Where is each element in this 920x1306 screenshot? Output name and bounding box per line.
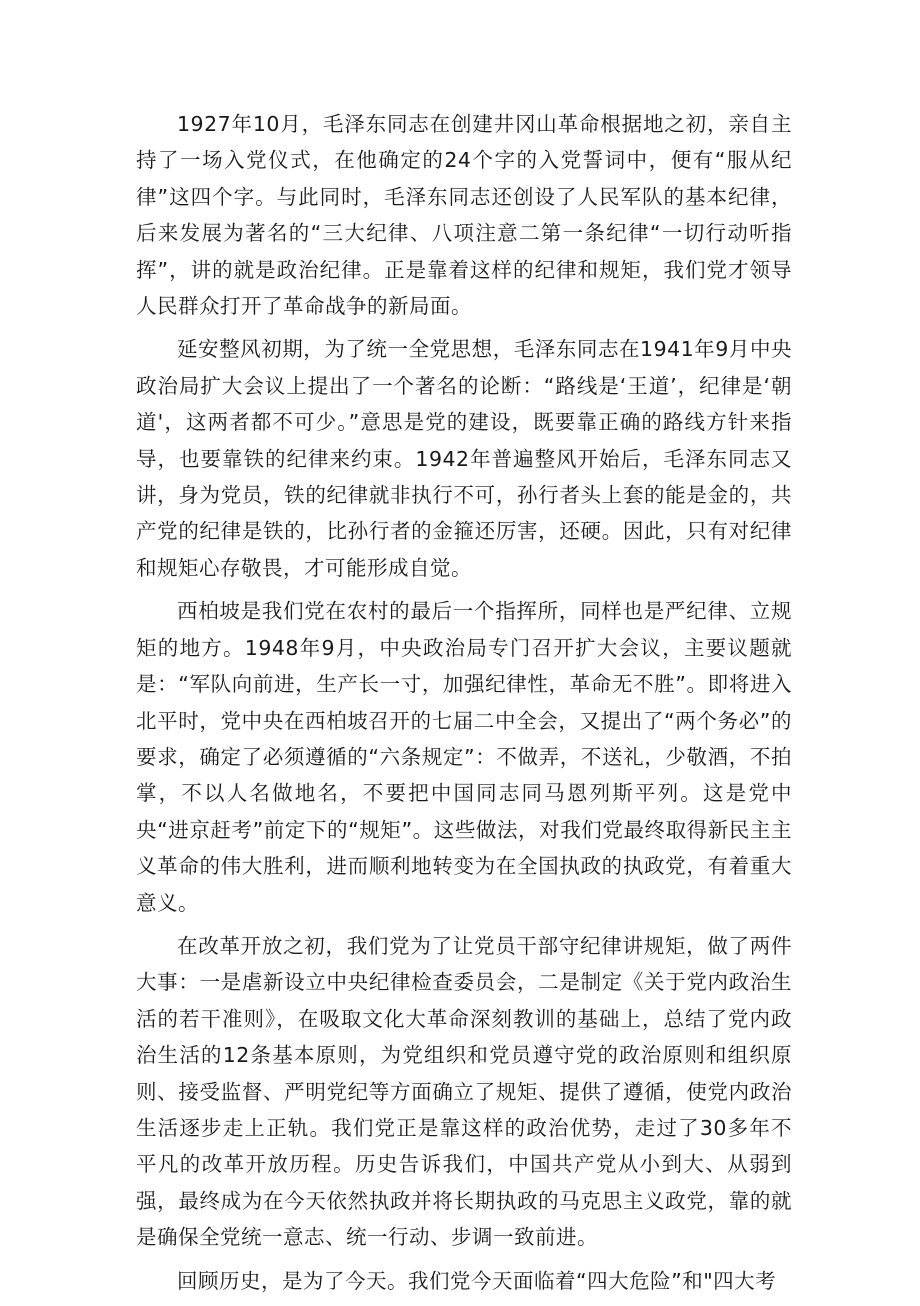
document-body [136, 106, 792, 1306]
paragraph-1927-oath: 1927年10月，毛泽东同志在创建井冈山革命根据地之初，亲自主持了一场入党仪式，在他确定的24个字的入党誓词中，便有“服从纪律”这四个字。与此同时，毛泽东同志还创设了人民军队的基本纪律，后来发展为著名的“三大纪律、八项注意二第一条纪律“一切行动听指挥”，讲的就是政治纪律。正是靠着这样的纪律和规矩，我们党才领导人民群众打开了革命战争的新局面。 [136, 112, 792, 319]
paragraph-reform-opening: 在改革开放之初，我们党为了让党员干部守纪律讲规矩，做了两件大事：一是虐新设立中央纪律检查委员会，二是制定《关于党内政治生活的若干准则》，在吸取文化大革命深刻教训的基础上，总结了党内政治生活的12条基本原则，为党组织和党员遵守党的政治原则和组织原则、接受监督、严明党纪等方面确立了规矩、提供了遵循，使党内政治生活逐步走上正轨。我们党正是靠这样的政治优势，走过了30多年不平凡的改革开放历程。历史告诉我们，中国共产党从小到大、从弱到强，最终成为在今天依然执政并将长期执政的马克思主义政党，靠的就是确保全党统一意志、统一行动、步调一致前进。 [136, 933, 792, 1250]
paragraph-review-history: 回顾历史，是为了今天。我们党今天面临着“四大危险”和"四大考 [177, 1268, 777, 1293]
paragraph-xibaipo: 西柏坡是我们党在农村的最后一个指挥所，同样也是严纪律、立规矩的地方。1948年9月，中央政治局专门召开扩大会议，主要议题就是：“军队向前进，生产长一寸，加强纪律性，革命无不胜”。即将进入北平时，党中央在西柏坡召开的七届二中全会，又提出了“两个务必”的要求，确定了必须遵循的“六条规定”：不做弄，不送礼，少敬酒，不拍掌，不以人名做地名，不要把中国同志同马恩列斯平列。这是党中央“进京赶考”前定下的“规矩”。这些做法，对我们党最终取得新民主主义革命的伟大胜利，进而顺利地转变为在全国执政的执政党，有着重大意义。 [136, 599, 792, 915]
paragraph-yanan-rectification: 延安整风初期，为了统一全党思想，毛泽东同志在1941年9月中央政治局扩大会议上提出了一个著名的论断：“路线是‘王道’，纪律是‘朝道'，这两者都不可少。”意思是党的建设，既要靠正确的路线方针来指导，也要靠铁的纪律来约束。1942年普遍整风开始后，毛泽东同志又讲，身为党员，铁的纪律就非执行不可，孙行者头上套的能是金的，共产党的纪律是铁的，比孙行者的金箍还厉害，还硬。因此，只有对纪律和规矩心存敬畏，才可能形成自觉。 [136, 337, 792, 580]
